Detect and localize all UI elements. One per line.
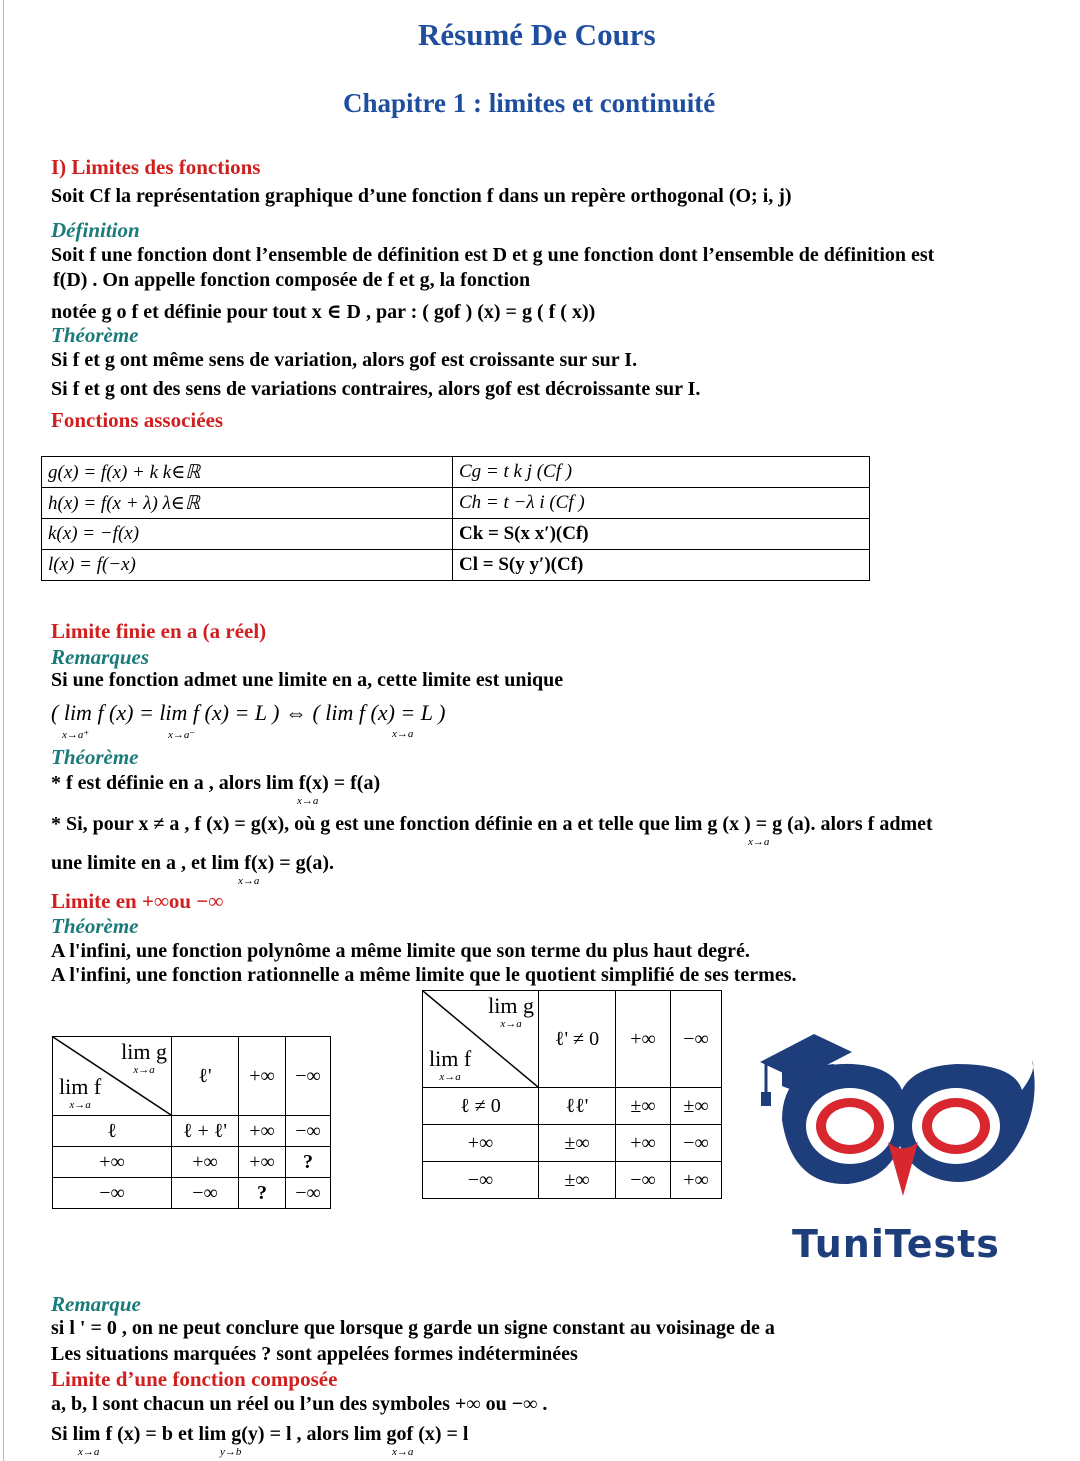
limit-subscript: x→a⁺ — [62, 729, 90, 741]
table-row — [42, 519, 870, 550]
table-row — [423, 1088, 722, 1125]
remarks-label: Remarques — [51, 645, 150, 669]
table-cell: h(x) = f(x + λ) λ∈ℝ — [42, 488, 453, 519]
definition-line-3: notée g o f et définie pour tout x ∈ D , par : ( gof ) (x) = g ( f ( x)) — [51, 301, 596, 323]
theorem-2-line-1: * f est définie en a , alors lim f(x) = f(a) — [51, 772, 381, 794]
table-cell: Ck = S(x x′)(Cf) — [453, 519, 870, 550]
table-cell: −∞ — [53, 1178, 172, 1209]
definition-line-2: f(D) . On appelle fonction composée de f et g, la fonction — [53, 269, 531, 291]
table-row — [42, 550, 870, 581]
limit-subscript: x→a — [748, 836, 770, 848]
table-row — [42, 457, 870, 488]
table-cell: ? — [239, 1178, 286, 1209]
sum-limits-table — [52, 1036, 331, 1209]
theorem-2-line-3: une limite en a , et lim f(x) = g(a). — [51, 852, 334, 874]
table-cell: Cg = t k j (Cf ) — [453, 457, 870, 488]
table-header-cell: +∞ — [616, 991, 671, 1088]
one-sided-limits-equivalence: ( lim f (x) = lim f (x) = L ) ⇔ ( lim f (x) = L ) — [51, 700, 446, 725]
limit-subscript: x→a — [392, 1446, 414, 1458]
table-header-cell: ℓ' ≠ 0 — [539, 991, 616, 1088]
finite-limit-heading: Limite finie en a (a réel) — [51, 619, 267, 643]
composed-limit-line-1: a, b, l sont chacun un réel ou l’un des symboles +∞ ou −∞ . — [51, 1393, 548, 1415]
rational-limit-text: A l'infini, une fonction rationnelle a même limite que le quotient simplifié de ses termes. — [51, 964, 797, 986]
section-limits-heading: I) Limites des fonctions — [51, 155, 261, 179]
table-cell: +∞ — [239, 1147, 286, 1178]
infinite-limit-heading: Limite en +∞ou −∞ — [51, 889, 224, 913]
corner-top-label: lim g — [488, 993, 534, 1018]
table-row — [53, 1037, 331, 1116]
remark-label: Remarque — [51, 1292, 141, 1316]
limit-subscript: x→a — [69, 1099, 91, 1111]
corner-bottom-label: lim f — [429, 1046, 472, 1071]
definition-line-1: Soit f une fonction dont l’ensemble de définition est D et g une fonction dont l’ensemble de définition est — [51, 244, 935, 266]
composed-limit-heading: Limite d’une fonction composée — [51, 1367, 338, 1391]
associated-functions-heading: Fonctions associées — [51, 408, 224, 432]
product-limits-table — [422, 990, 722, 1199]
theorem-label-3: Théorème — [51, 914, 139, 938]
page-title: Résumé De Cours — [418, 17, 656, 52]
table-row — [423, 1162, 722, 1199]
intro-text: Soit Cf la représentation graphique d’une fonction f dans un repère orthogonal (O; i, j) — [51, 185, 792, 207]
table-cell: ℓℓ' — [539, 1088, 616, 1125]
theorem-1-line-1: Si f et g ont même sens de variation, alors gof est croissante sur sur I. — [51, 349, 638, 371]
table-cell: −∞ — [172, 1178, 239, 1209]
limit-subscript: x→a — [238, 875, 260, 887]
composed-limit-line-2: Si lim f (x) = b et lim g(y) = l , alors lim gof (x) = l — [51, 1423, 469, 1445]
table-cell: k(x) = −f(x) — [42, 519, 453, 550]
limit-subscript: x→a — [133, 1064, 155, 1076]
table-cell: −∞ — [423, 1162, 539, 1199]
table-cell: Cl = S(y y′)(Cf) — [453, 550, 870, 581]
table-cell: −∞ — [286, 1116, 331, 1147]
limit-subscript: x→a — [392, 728, 414, 740]
table-cell: ? — [286, 1147, 331, 1178]
page-border — [3, 0, 4, 1461]
table-row — [53, 1116, 331, 1147]
table-cell: ℓ + ℓ' — [172, 1116, 239, 1147]
limit-subscript: x→a — [500, 1018, 522, 1030]
table-cell: g(x) = f(x) + k k∈ℝ — [42, 457, 453, 488]
table-row — [42, 488, 870, 519]
corner-bottom-label: lim f — [59, 1074, 102, 1099]
table-row — [53, 1147, 331, 1178]
polynomial-limit-text: A l'infini, une fonction polynôme a même limite que son terme du plus haut degré. — [51, 940, 750, 962]
limit-subscript: x→a — [78, 1446, 100, 1458]
logo-wordmark: TuniTests — [792, 1222, 1000, 1266]
table-cell: ℓ — [53, 1116, 172, 1147]
theorem-label-1: Théorème — [51, 323, 139, 347]
table-cell: ±∞ — [616, 1088, 671, 1125]
limit-subscript: x→a — [297, 795, 319, 807]
remark-unique-limit: Si une fonction admet une limite en a, cette limite est unique — [51, 669, 564, 691]
theorem-label-2: Théorème — [51, 745, 139, 769]
table-header-cell: −∞ — [671, 991, 722, 1088]
table-cell: −∞ — [671, 1125, 722, 1162]
corner-top-label: lim g — [121, 1039, 167, 1064]
table-corner-cell — [53, 1037, 172, 1116]
table-cell: ±∞ — [539, 1125, 616, 1162]
owl-logo-icon — [752, 1030, 1037, 1205]
limit-subscript: y→b — [220, 1446, 242, 1458]
table-cell: +∞ — [172, 1147, 239, 1178]
table-cell: +∞ — [671, 1162, 722, 1199]
table-cell: Ch = t −λ i (Cf ) — [453, 488, 870, 519]
associated-functions-table — [41, 456, 870, 581]
limit-subscript: x→a — [439, 1071, 461, 1083]
table-cell: +∞ — [423, 1125, 539, 1162]
definition-label: Définition — [51, 218, 140, 242]
theorem-2-line-2: * Si, pour x ≠ a , f (x) = g(x), où g est une fonction définie en a et telle que lim g (x ) = g (a). alors f admet — [51, 813, 933, 835]
theorem-1-line-2: Si f et g ont des sens de variations contraires, alors gof est décroissante sur I. — [51, 378, 701, 400]
table-header-cell: −∞ — [286, 1037, 331, 1116]
table-cell: +∞ — [53, 1147, 172, 1178]
table-header-cell: +∞ — [239, 1037, 286, 1116]
table-header-cell: ℓ' — [172, 1037, 239, 1116]
table-row — [423, 991, 722, 1088]
table-row — [53, 1178, 331, 1209]
chapter-title: Chapitre 1 : limites et continuité — [343, 88, 716, 118]
remark-line-2: Les situations marquées ? sont appelées formes indéterminées — [51, 1343, 578, 1365]
table-corner-cell — [423, 991, 539, 1088]
table-cell: ±∞ — [539, 1162, 616, 1199]
table-cell: ±∞ — [671, 1088, 722, 1125]
table-cell: +∞ — [616, 1125, 671, 1162]
table-cell: −∞ — [286, 1178, 331, 1209]
limit-subscript: x→a⁻ — [168, 729, 196, 741]
table-cell: l(x) = f(−x) — [42, 550, 453, 581]
table-cell: −∞ — [616, 1162, 671, 1199]
table-row — [423, 1125, 722, 1162]
remark-line-1: si l ' = 0 , on ne peut conclure que lorsque g garde un signe constant au voisinage de a — [51, 1317, 775, 1339]
table-cell: +∞ — [239, 1116, 286, 1147]
table-cell: ℓ ≠ 0 — [423, 1088, 539, 1125]
